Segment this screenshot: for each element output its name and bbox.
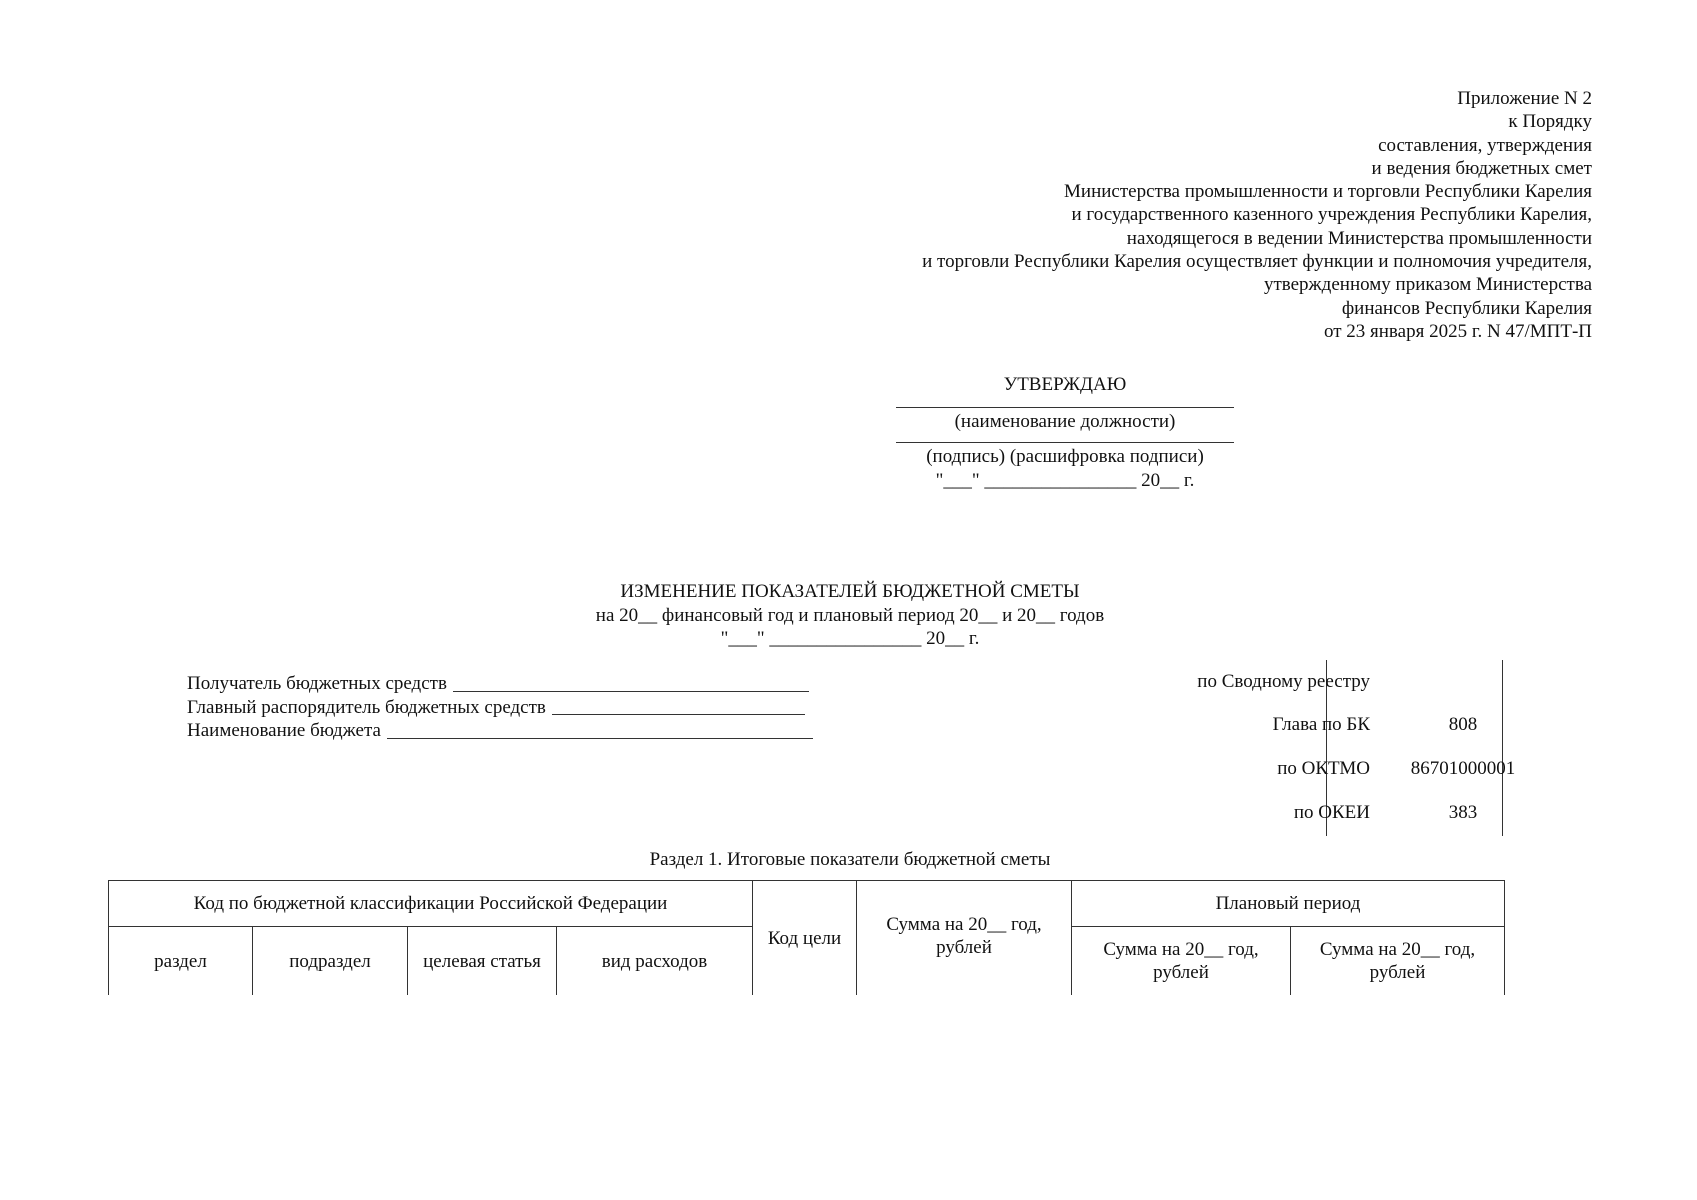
header-budget-classification: Код по бюджетной классификации Российской Федерации xyxy=(109,881,753,927)
budget-table xyxy=(108,880,1505,995)
approve-block xyxy=(895,373,1235,493)
code-row-bk xyxy=(1050,713,1505,737)
appendix-line: Министерства промышленности и торговли Республики Карелия xyxy=(1064,181,1592,203)
header-sum-current: Сумма на 20__ год, рублей xyxy=(857,881,1072,996)
document-title: ИЗМЕНЕНИЕ ПОКАЗАТЕЛЕЙ БЮДЖЕТНОЙ СМЕТЫ xyxy=(620,581,1080,602)
header-goal-code: Код цели xyxy=(753,881,857,996)
position-line xyxy=(896,407,1234,408)
field-budget-name-label: Наименование бюджета xyxy=(187,720,381,741)
appendix-line: и ведения бюджетных смет xyxy=(1371,157,1592,179)
header-fields xyxy=(187,672,813,743)
code-row-oktmo xyxy=(1050,757,1516,781)
appendix-line: находящегося в ведении Министерства промышленности xyxy=(1126,227,1592,249)
field-recipient-line xyxy=(453,673,809,692)
code-label: Глава по БК xyxy=(1272,714,1370,735)
field-budget-name-line xyxy=(387,720,813,739)
code-value: 86701000001 xyxy=(1410,758,1516,779)
section-title: Раздел 1. Итоговые показатели бюджетной сметы xyxy=(649,849,1051,870)
signature-line xyxy=(896,442,1234,443)
header-section: раздел xyxy=(109,927,253,996)
document-title-block xyxy=(500,580,1200,651)
header-plan-period: Плановый период xyxy=(1072,881,1505,927)
document-subtitle: на 20__ финансовый год и плановый период 20__ и 20__ годов xyxy=(595,604,1105,626)
header-plan-year-2: Сумма на 20__ год, рублей xyxy=(1291,927,1505,996)
field-recipient xyxy=(187,672,813,696)
code-value: 808 xyxy=(1448,714,1478,735)
signature-caption: (подпись) (расшифровка подписи) xyxy=(926,446,1204,467)
code-label: по ОКЕИ xyxy=(1293,802,1370,823)
field-chief-manager xyxy=(187,696,813,720)
appendix-line: и торговли Республики Карелия осуществляет функции и полномочия учредителя, xyxy=(922,251,1592,273)
appendix-line: финансов Республики Карелия xyxy=(1341,297,1592,319)
approve-date: "___" ________________ 20__ г. xyxy=(935,470,1195,491)
codes-box xyxy=(1050,660,1516,836)
header-plan-year-1: Сумма на 20__ год, рублей xyxy=(1072,927,1291,996)
code-label: по Сводному реестру xyxy=(1197,671,1370,692)
header-subsection: подраздел xyxy=(253,927,408,996)
appendix-line: и государственного казенного учреждения Республики Карелия, xyxy=(1071,204,1592,226)
table-header-row xyxy=(109,881,1505,927)
field-recipient-label: Получатель бюджетных средств xyxy=(187,673,447,694)
appendix-line: утвержденному приказом Министерства xyxy=(1263,274,1592,296)
appendix-line: Приложение N 2 xyxy=(1457,88,1592,109)
header-expense-type: вид расходов xyxy=(557,927,753,996)
code-row-okei xyxy=(1050,801,1505,825)
appendix-header xyxy=(692,87,1592,343)
code-row-registry xyxy=(1050,670,1505,694)
field-chief-manager-line xyxy=(552,696,805,715)
field-budget-name xyxy=(187,719,813,743)
field-chief-manager-label: Главный распорядитель бюджетных средств xyxy=(187,696,546,718)
appendix-line: составления, утверждения xyxy=(1378,134,1592,156)
appendix-line: к Порядку xyxy=(1508,111,1592,133)
position-caption: (наименование должности) xyxy=(954,411,1176,432)
document-date: "___" ________________ 20__ г. xyxy=(720,628,980,649)
approve-title: УТВЕРЖДАЮ xyxy=(1003,374,1127,395)
appendix-line: от 23 января 2025 г. N 47/МПТ-П xyxy=(1323,320,1592,342)
code-value: 383 xyxy=(1448,802,1478,823)
code-label: по ОКТМО xyxy=(1277,758,1370,779)
header-target-article: целевая статья xyxy=(408,927,557,996)
